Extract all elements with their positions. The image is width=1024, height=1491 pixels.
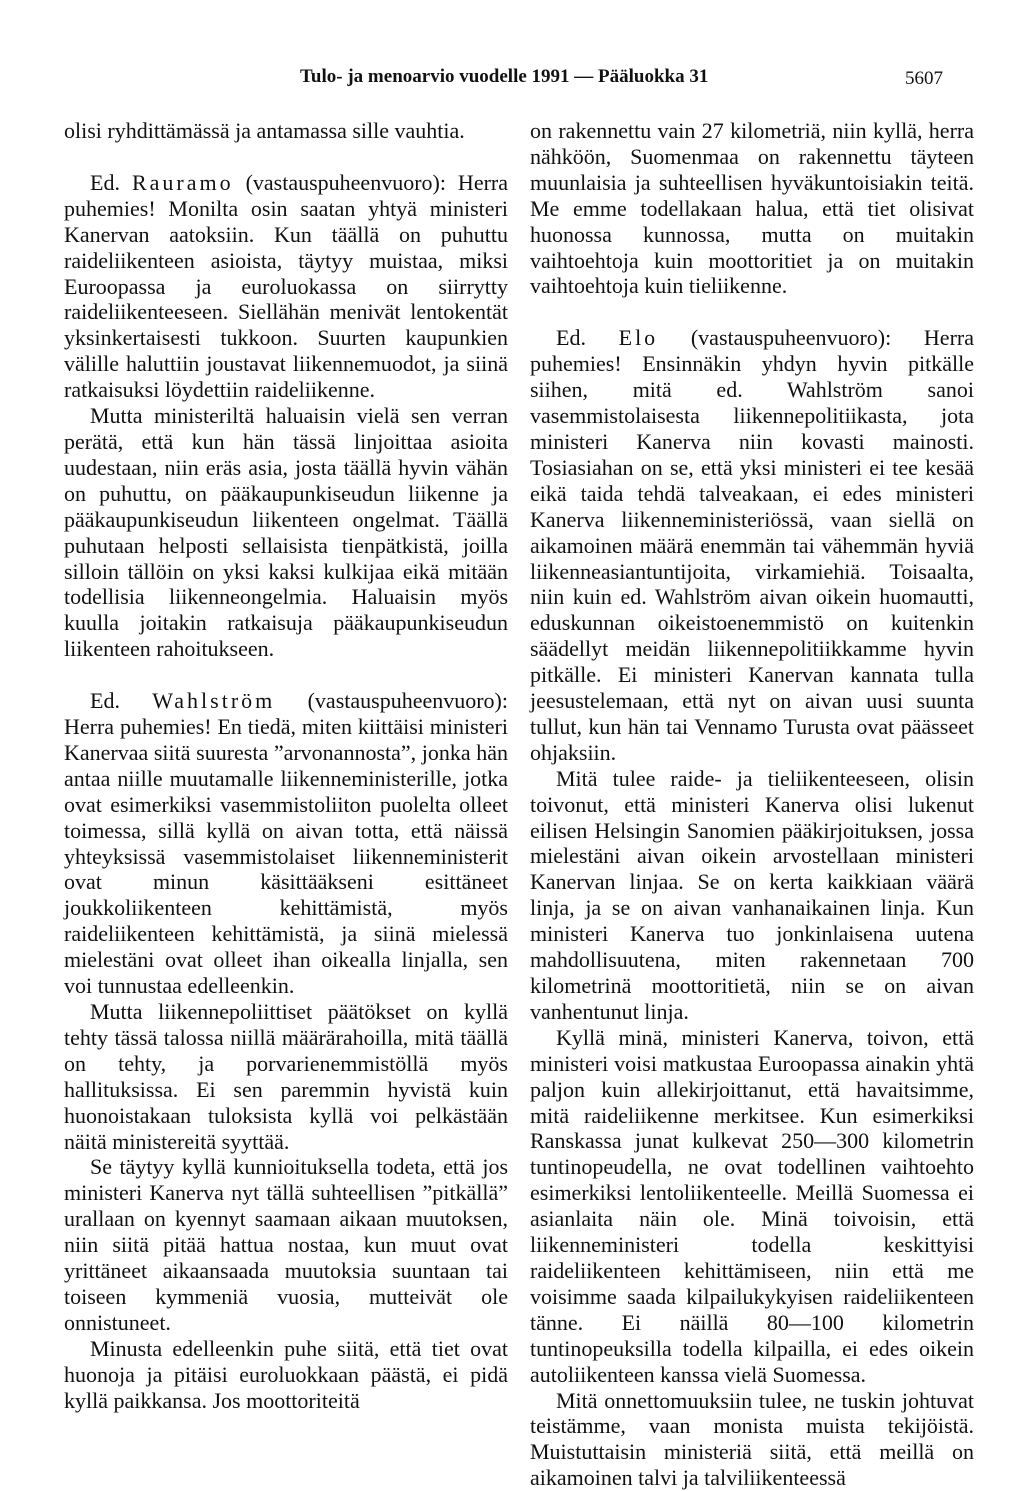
speaker-prefix: Ed.: [556, 325, 586, 350]
page-number: 5607: [905, 68, 943, 90]
paragraph: Se täytyy kyllä kunnioituksella todeta, että jos ministeri Kanerva nyt tällä suhteellisen ”pitkällä” urallaan on kyennyt saamaan aikaan muutoksen, niin siitä pitää hattua nostaa, kun muut ovat yrittäneet aikaansaada muutoksia suuntaan tai toiseen kymmeniä vuosia, mutteivät ole onnistuneet.: [64, 1154, 508, 1335]
paragraph: Mutta ministeriltä haluaisin vielä sen verran perätä, että kun hän tässä linjoittaa asioita uudestaan, niin eräs asia, josta täällä hyvin vähän on puhuttu, on pääkaupunkiseudun liikenne ja pääkaupunkiseudun liikenteen ongelmat. Täällä puhutaan helposti sellaisista tienpätkistä, joilla silloin tällöin on yksi kaksi kulkijaa eikä mitään todellisia liikenneongelmia. Haluaisin myös kuulla joitakin ratkaisuja pääkaupunkiseudun liikenteen rahoitukseen.: [64, 403, 508, 662]
speaker-name: Rauramo: [132, 170, 234, 195]
paragraph: Kyllä minä, ministeri Kanerva, toivon, että ministeri voisi matkustaa Euroopassa ainakin yhtä paljon kuin allekirjoittanut, että havaitsimme, mitä raideliikenne merkitsee. Kun esimerkiksi Ranskassa junat kulkevat 250—300 kilometrin tuntinopeudella, ne ovat todellinen vaihtoehto esimerkiksi lentoliikenteelle. Meillä Suomessa ei asianlaita näin ole. Minä toivoisin, että liikenneministeri todella keskittyisi raideliikenteen kehittämiseen, niin että me voisimme saada kilpailukykyisen raideliikenteen tänne. Ei näillä 80—100 kilometrin tuntinopeuksilla todella kilpailla, ei edes oikein autoliikenteen kanssa vielä Suomessa.: [530, 1025, 974, 1388]
speech-elo: [530, 325, 974, 765]
paragraph: Mitä tulee raide- ja tieliikenteeseen, olisin toivonut, että ministeri Kanerva olisi lukenut eilisen Helsingin Sanomien pääkirjoituksen, jossa mielestäni aivan oikein arvostellaan ministeri Kanervan linjaa. Se on kerta kaikkiaan väärä linja, ja se on aivan vanhanaikainen linja. Kun ministeri Kanerva tuo jonkinlaisena uutena mahdollisuutena, miten rakennetaan 700 kilometrinä moottoritietä, niin se on aivan vanhentunut linja.: [530, 766, 974, 1025]
speech-text: (vastauspuheenvuoro): Herra puhemies! Ensinnäkin yhdyn hyvin pitkälle siihen, mitä ed. Wahlström sanoi vasemmistolaisesta liikennepolitiikasta, jota ministeri Kanerva niin kovasti mainosti. Tosiasiahan on se, että yksi ministeri ei tee kesää eikä taida tehdä talveakaan, ei edes ministeri Kanerva liikenneministeriössä, vaan siellä on aikamoinen määrä enemmän tai vähemmän hyviä liikenneasiantuntijoita, virkamiehiä. Toisaalta, niin kuin ed. Wahlström aivan oikein huomautti, eduskunnan oikeistoenemmistö on kuitenkin säädellyt meidän liikennepolitiikkamme hyvin pitkälle. Ei ministeri Kanervan kannata tulla jeesustelemaan, että nyt on aivan uusi suunta tullut, kun hän tai Vennamo Turusta ovat päässeet ohjaksiin.: [530, 325, 974, 765]
speech-text: (vastauspuheenvuoro): Herra puhemies! Monilta osin saatan yhtyä ministeri Kanervan aatoksiin. Kun täällä on puhuttu raideliikenteen asioista, täytyy muistaa, miksi Euroopassa ja euroluokassa on siirrytty raideliikenteeseen. Siellähän menivät lentokentät yksinkertaisesti tukkoon. Suurten kaupunkien välille haluttiin joustavat liikennemuodot, ja siinä ratkaisuksi löydettiin raideliikenne.: [64, 170, 508, 402]
speaker-name: Wahlström: [152, 688, 275, 713]
paragraph: Mitä onnettomuuksiin tulee, ne tuskin johtuvat teistämme, vaan monista muista tekijöistä. Muistuttaisin ministeriä siitä, että meillä on aikamoinen talvi ja talviliikenteessä: [530, 1388, 974, 1491]
speech-wahlstrom: [64, 688, 508, 999]
running-header: Tulo- ja menoarvio vuodelle 1991 — Pääluokka 31: [300, 66, 940, 88]
paragraph: Minusta edelleenkin puhe siitä, että tiet ovat huonoja ja pitäisi euroluokkaan päästä, ei pidä kyllä paikkansa. Jos moottoriteitä: [64, 1336, 508, 1414]
left-column: [64, 118, 508, 1414]
paragraph: Mutta liikennepoliittiset päätökset on kyllä tehty tässä talossa niillä määrärahoilla, mitä täällä on tehty, ja porvarienemmistöllä myös hallituksissa. Ei sen paremmin hyvistä kuin huonoistakaan tuloksista kyllä voi pelkästään näitä ministereitä syyttää.: [64, 999, 508, 1154]
speaker-prefix: Ed.: [90, 170, 120, 195]
speech-text: (vastauspuheenvuoro): Herra puhemies! En tiedä, miten kiittäisi ministeri Kanervaa siitä suuresta ”arvonannosta”, jonka hän antaa niille muutamalle liikenneministerille, jotka ovat esimerkiksi vasemmistoliiton puolelta olleet toimessa, sillä kyllä on aivan totta, että näissä yhteyksissä vasemmistolaiset liikenneministerit ovat minun käsittääkseni esittäneet joukkoliikenteen kehittämistä, myös raideliikenteen kehittämistä, ja siinä mielessä mielestäni ovat olleet ihan oikealla linjalla, sen voi tunnustaa edelleenkin.: [64, 688, 508, 998]
speech-rauramo: [64, 170, 508, 403]
right-column: [530, 118, 974, 1491]
speaker-name: Elo: [619, 325, 659, 350]
paragraph: olisi ryhdittämässä ja antamassa sille vauhtia.: [64, 118, 508, 144]
paragraph: on rakennettu vain 27 kilometriä, niin kyllä, herra nähköön, Suomenmaa on rakennettu täyteen muunlaisia ja suhteellisen hyväkuntoisiakin teitä. Me emme todellakaan halua, että tiet olisivat huonossa kunnossa, mutta on muitakin vaihtoehtoja kuin moottoritiet ja on muitakin vaihtoehtoja kuin tieliikenne.: [530, 118, 974, 299]
speaker-prefix: Ed.: [90, 688, 120, 713]
